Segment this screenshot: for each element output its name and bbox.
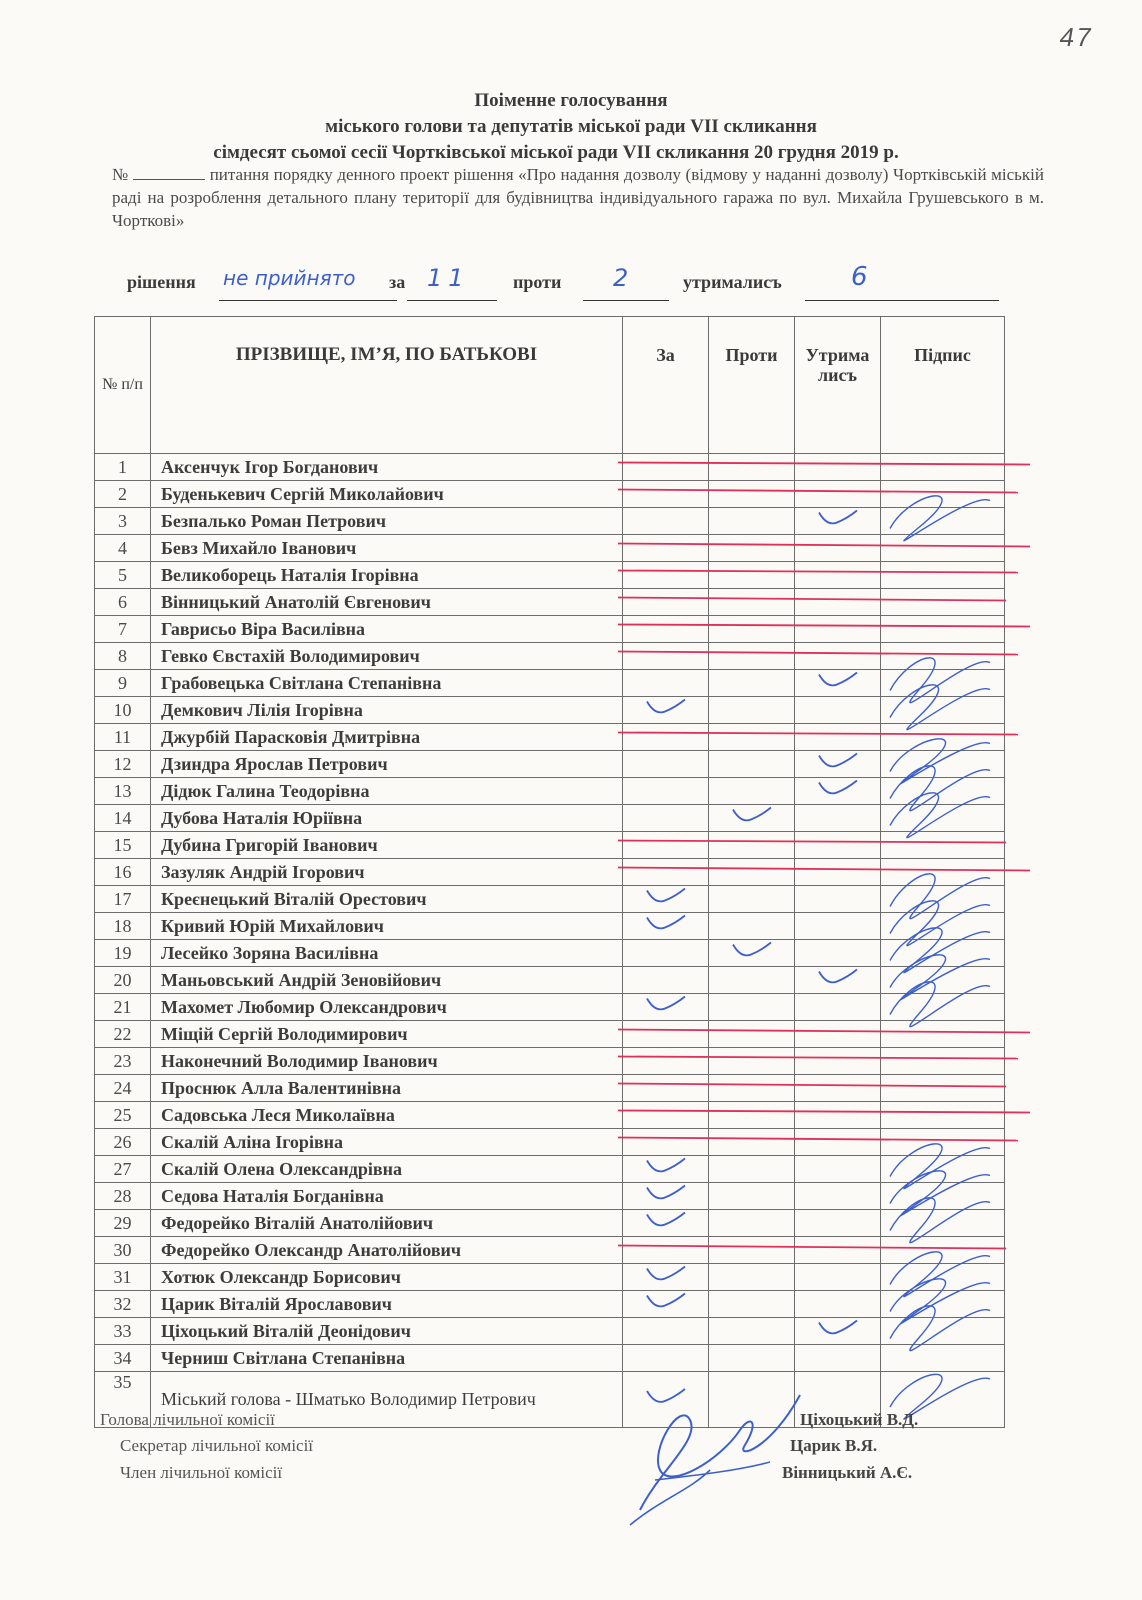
vote-against-cell [709, 724, 795, 751]
deputy-name: Дубова Наталія Юріївна [151, 805, 623, 832]
row-number: 20 [95, 967, 151, 994]
table-row [95, 1237, 1005, 1264]
deputy-name: Седова Наталія Богданівна [151, 1183, 623, 1210]
deputy-name: Дзиндра Ярослав Петрович [151, 751, 623, 778]
table-row [95, 1075, 1005, 1102]
deputy-name: Великоборець Наталія Ігорівна [151, 562, 623, 589]
row-number: 26 [95, 1129, 151, 1156]
table-row [95, 913, 1005, 940]
row-number: 13 [95, 778, 151, 805]
commission-chair-name: Ціхоцький В.Д. [800, 1410, 919, 1429]
vote-for-cell [623, 454, 709, 481]
vote-abstained-cell [795, 454, 881, 481]
signature-cell [881, 508, 1005, 535]
vote-against-cell [709, 1318, 795, 1345]
vote-against-cell [709, 913, 795, 940]
deputy-name: Скалій Олена Олександрівна [151, 1156, 623, 1183]
vote-for-cell [623, 1183, 709, 1210]
deputy-name: Маньовський Андрій Зеновійович [151, 967, 623, 994]
table-row [95, 940, 1005, 967]
signature-cell [881, 481, 1005, 508]
vote-abstained-cell [795, 859, 881, 886]
vote-for-cell [623, 508, 709, 535]
deputy-name: Лесейко Зоряна Василівна [151, 940, 623, 967]
commission-member-label: Член лічильної комісії [120, 1463, 283, 1482]
vote-against-cell [709, 535, 795, 562]
vote-for-cell [623, 1345, 709, 1372]
vote-abstained-cell [795, 1075, 881, 1102]
vote-against-cell [709, 589, 795, 616]
vote-against-cell [709, 1345, 795, 1372]
vote-against-cell [709, 994, 795, 1021]
table-row [95, 670, 1005, 697]
deputy-name: Вінницький Анатолій Євгенович [151, 589, 623, 616]
vote-for-cell [623, 1156, 709, 1183]
signature-cell [881, 1129, 1005, 1156]
row-number: 19 [95, 940, 151, 967]
signature-cell [881, 994, 1005, 1021]
deputy-name: Федорейко Олександр Анатолійович [151, 1237, 623, 1264]
abstained-count: 6 [851, 262, 868, 292]
vote-for-cell [623, 751, 709, 778]
commission-secretary-name: Царик В.Я. [790, 1436, 878, 1455]
table-row [95, 1048, 1005, 1075]
vote-against-cell [709, 859, 795, 886]
deputy-name: Садовська Леся Миколаївна [151, 1102, 623, 1129]
row-number: 12 [95, 751, 151, 778]
row-number: 16 [95, 859, 151, 886]
deputy-name: Хотюк Олександр Борисович [151, 1264, 623, 1291]
table-row [95, 697, 1005, 724]
vote-for-cell [623, 643, 709, 670]
table-row [95, 805, 1005, 832]
row-number: 1 [95, 454, 151, 481]
vote-for-cell [623, 886, 709, 913]
row-number: 33 [95, 1318, 151, 1345]
vote-for-cell [623, 1048, 709, 1075]
vote-abstained-cell [795, 616, 881, 643]
vote-against-cell [709, 697, 795, 724]
deputy-name: Царик Віталій Ярославович [151, 1291, 623, 1318]
signature-cell [881, 1075, 1005, 1102]
vote-against-cell [709, 886, 795, 913]
vote-for-cell [623, 994, 709, 1021]
vote-against-cell [709, 481, 795, 508]
vote-against-cell [709, 616, 795, 643]
header-against: Проти [709, 317, 795, 454]
deputy-name: Кривий Юрій Михайлович [151, 913, 623, 940]
table-row [95, 481, 1005, 508]
row-number: 10 [95, 697, 151, 724]
vote-against-cell [709, 832, 795, 859]
signature-cell [881, 535, 1005, 562]
agenda-subject: питання порядку денного проект рішення «Про надання дозволу (відмову у наданні дозволу) Чортківській міській раді на розроблення детального плану території для будівництва індивідуального гаража по вул. Михайла Грушевського в м. Чорткові» [112, 165, 1045, 230]
signature-cell [881, 670, 1005, 697]
signature-cell [881, 643, 1005, 670]
signature-cell [881, 697, 1005, 724]
vote-abstained-cell [795, 1048, 881, 1075]
header-abstained: Утрималисъ [795, 317, 881, 454]
vote-abstained-cell [795, 1318, 881, 1345]
deputy-name: Гевко Євстахій Володимирович [151, 643, 623, 670]
vote-for-cell [623, 535, 709, 562]
deputy-name: Дідюк Галина Теодорівна [151, 778, 623, 805]
vote-abstained-cell [795, 994, 881, 1021]
vote-for-cell [623, 913, 709, 940]
deputy-name: Міський голова - Шматько Володимир Петрович [151, 1372, 623, 1428]
header-name: ПРІЗВИЩЕ, ІМ’Я, ПО БАТЬКОВІ [151, 317, 623, 454]
vote-for-cell [623, 1102, 709, 1129]
vote-abstained-cell [795, 1102, 881, 1129]
for-label: за [389, 272, 406, 292]
deputy-name: Міщій Сергій Володимирович [151, 1021, 623, 1048]
vote-against-cell [709, 1237, 795, 1264]
row-number: 18 [95, 913, 151, 940]
row-number: 29 [95, 1210, 151, 1237]
table-row [95, 1129, 1005, 1156]
table-row [95, 454, 1005, 481]
vote-abstained-cell [795, 724, 881, 751]
row-number: 28 [95, 1183, 151, 1210]
deputy-name: Дубина Григорій Іванович [151, 832, 623, 859]
deputy-name: Махомет Любомир Олександрович [151, 994, 623, 1021]
signature-cell [881, 1291, 1005, 1318]
table-row [95, 562, 1005, 589]
row-number: 17 [95, 886, 151, 913]
vote-against-cell [709, 643, 795, 670]
deputy-name: Черниш Світлана Степанівна [151, 1345, 623, 1372]
commission-secretary-label: Секретар лічильної комісії [120, 1436, 314, 1455]
vote-against-cell [709, 1129, 795, 1156]
table-row [95, 724, 1005, 751]
vote-against-cell [709, 940, 795, 967]
table-row [95, 994, 1005, 1021]
signature-cell [881, 805, 1005, 832]
against-count: 2 [613, 264, 629, 292]
vote-abstained-cell [795, 670, 881, 697]
vote-abstained-cell [795, 778, 881, 805]
row-number: 11 [95, 724, 151, 751]
signature-cell [881, 832, 1005, 859]
session-line: сімдесят сьомої сесії Чортківської міської ради VII скликання 20 грудня 2019 р. [213, 142, 899, 163]
vote-abstained-cell [795, 913, 881, 940]
against-label: проти [513, 272, 562, 292]
vote-abstained-cell [795, 805, 881, 832]
table-row [95, 1183, 1005, 1210]
document-subtitle: міського голови та депутатів міської ради VII скликання [325, 116, 817, 137]
signature-cell [881, 913, 1005, 940]
row-number: 5 [95, 562, 151, 589]
vote-against-cell [709, 670, 795, 697]
page-number: 47 [1057, 22, 1096, 52]
deputy-name: Ціхоцький Віталій Деонідович [151, 1318, 623, 1345]
vote-against-cell [709, 1183, 795, 1210]
row-number: 22 [95, 1021, 151, 1048]
vote-against-cell [709, 1210, 795, 1237]
vote-for-cell [623, 1264, 709, 1291]
vote-abstained-cell [795, 589, 881, 616]
signature-cell [881, 751, 1005, 778]
vote-for-cell [623, 1372, 709, 1428]
signature-cell [881, 589, 1005, 616]
deputy-name: Наконечний Володимир Іванович [151, 1048, 623, 1075]
signature-cell [881, 1318, 1005, 1345]
table-row [95, 832, 1005, 859]
table-row [95, 1345, 1005, 1372]
vote-abstained-cell [795, 508, 881, 535]
signature-cell [881, 616, 1005, 643]
vote-abstained-cell [795, 697, 881, 724]
table-row [95, 643, 1005, 670]
vote-against-cell [709, 1156, 795, 1183]
vote-against-cell [709, 1372, 795, 1428]
vote-for-cell [623, 697, 709, 724]
deputy-name: Креєнецький Віталій Орестович [151, 886, 623, 913]
table-row [95, 508, 1005, 535]
deputy-name: Грабовецька Світлана Степанівна [151, 670, 623, 697]
signature-cell [881, 1210, 1005, 1237]
vote-for-cell [623, 562, 709, 589]
vote-for-cell [623, 832, 709, 859]
table-row [95, 778, 1005, 805]
commission-chair-label: Голова лічильної комісії [100, 1410, 275, 1429]
table-row [95, 967, 1005, 994]
table-row [95, 1318, 1005, 1345]
signature-cell [881, 778, 1005, 805]
table-row [95, 859, 1005, 886]
deputy-name: Скалій Аліна Ігорівна [151, 1129, 623, 1156]
signature-cell [881, 859, 1005, 886]
signature-cell [881, 1264, 1005, 1291]
abstained-count-blank [805, 280, 999, 301]
table-row [95, 616, 1005, 643]
vote-against-cell [709, 1264, 795, 1291]
vote-against-cell [709, 778, 795, 805]
deputy-name: Зазуляк Андрій Ігорович [151, 859, 623, 886]
number-label: № [112, 165, 129, 184]
vote-for-cell [623, 1129, 709, 1156]
table-row [95, 1291, 1005, 1318]
vote-abstained-cell [795, 1183, 881, 1210]
row-number: 6 [95, 589, 151, 616]
vote-abstained-cell [795, 1264, 881, 1291]
abstained-label: утрималисъ [683, 272, 782, 292]
vote-abstained-cell [795, 940, 881, 967]
vote-against-cell [709, 454, 795, 481]
document-title: Поіменне голосування [474, 90, 668, 111]
signature-cell [881, 886, 1005, 913]
vote-abstained-cell [795, 832, 881, 859]
vote-abstained-cell [795, 967, 881, 994]
vote-for-cell [623, 724, 709, 751]
row-number: 9 [95, 670, 151, 697]
row-number: 25 [95, 1102, 151, 1129]
table-row [95, 1210, 1005, 1237]
row-number: 14 [95, 805, 151, 832]
decision-label: рішення [127, 272, 196, 292]
agenda-item [112, 163, 1044, 232]
vote-for-cell [623, 670, 709, 697]
table-row [95, 535, 1005, 562]
vote-abstained-cell [795, 1345, 881, 1372]
row-number: 15 [95, 832, 151, 859]
signature-cell [881, 1048, 1005, 1075]
deputy-name: Джурбій Парасковія Дмитрівна [151, 724, 623, 751]
vote-against-cell [709, 1075, 795, 1102]
row-number: 24 [95, 1075, 151, 1102]
vote-against-cell [709, 1021, 795, 1048]
header-signature: Підпис [881, 317, 1005, 454]
signature-cell [881, 454, 1005, 481]
signature-cell [881, 940, 1005, 967]
row-number: 23 [95, 1048, 151, 1075]
commission-member-name: Вінницький А.Є. [782, 1463, 913, 1482]
signature-cell [881, 967, 1005, 994]
vote-against-cell [709, 967, 795, 994]
deputy-name: Бевз Михайло Іванович [151, 535, 623, 562]
table-row [95, 1156, 1005, 1183]
vote-for-cell [623, 778, 709, 805]
vote-abstained-cell [795, 751, 881, 778]
vote-abstained-cell [795, 1129, 881, 1156]
signature-cell [881, 1183, 1005, 1210]
table-header-row [95, 317, 1005, 454]
vote-for-cell [623, 967, 709, 994]
vote-for-cell [623, 481, 709, 508]
vote-against-cell [709, 1291, 795, 1318]
vote-for-cell [623, 805, 709, 832]
deputy-name: Проснюк Алла Валентинівна [151, 1075, 623, 1102]
deputy-name: Аксенчук Ігор Богданович [151, 454, 623, 481]
vote-for-cell [623, 940, 709, 967]
row-number: 30 [95, 1237, 151, 1264]
commission-signature-stroke [630, 1462, 770, 1525]
vote-against-cell [709, 805, 795, 832]
header-for: За [623, 317, 709, 454]
vote-for-cell [623, 1318, 709, 1345]
table-row [95, 589, 1005, 616]
vote-against-cell [709, 562, 795, 589]
vote-abstained-cell [795, 1156, 881, 1183]
row-number: 3 [95, 508, 151, 535]
signature-cell [881, 1345, 1005, 1372]
row-number: 35 [95, 1372, 151, 1428]
signature-cell [881, 1102, 1005, 1129]
signature-cell [881, 1021, 1005, 1048]
vote-for-cell [623, 1291, 709, 1318]
vote-against-cell [709, 508, 795, 535]
vote-abstained-cell [795, 1291, 881, 1318]
deputy-name: Буденькевич Сергій Миколайович [151, 481, 623, 508]
vote-abstained-cell [795, 535, 881, 562]
vote-against-cell [709, 1102, 795, 1129]
table-row [95, 1021, 1005, 1048]
signature-cell [881, 724, 1005, 751]
vote-abstained-cell [795, 643, 881, 670]
row-number: 4 [95, 535, 151, 562]
signature-cell [881, 562, 1005, 589]
deputy-name: Безпалько Роман Петрович [151, 508, 623, 535]
deputy-name: Федорейко Віталій Анатолійович [151, 1210, 623, 1237]
row-number: 31 [95, 1264, 151, 1291]
row-number: 32 [95, 1291, 151, 1318]
row-number: 7 [95, 616, 151, 643]
table-row [95, 886, 1005, 913]
row-number: 8 [95, 643, 151, 670]
table-row [95, 1264, 1005, 1291]
vote-abstained-cell [795, 1021, 881, 1048]
signature-cell [881, 1156, 1005, 1183]
decision-line [127, 262, 1007, 302]
table-row [95, 1102, 1005, 1129]
vote-abstained-cell [795, 1210, 881, 1237]
decision-result: не прийнято [223, 266, 356, 290]
header-num: № п/п [95, 317, 151, 454]
vote-abstained-cell [795, 481, 881, 508]
number-blank [133, 165, 205, 180]
vote-against-cell [709, 751, 795, 778]
vote-for-cell [623, 1075, 709, 1102]
vote-for-cell [623, 1210, 709, 1237]
vote-abstained-cell [795, 562, 881, 589]
vote-for-cell [623, 589, 709, 616]
vote-for-cell [623, 859, 709, 886]
deputy-name: Гаврисьо Віра Василівна [151, 616, 623, 643]
vote-abstained-cell [795, 886, 881, 913]
deputy-name: Демкович Лілія Ігорівна [151, 697, 623, 724]
row-number: 21 [95, 994, 151, 1021]
vote-against-cell [709, 1048, 795, 1075]
roll-call-table [94, 316, 1005, 1428]
row-number: 27 [95, 1156, 151, 1183]
for-count: 11 [427, 264, 470, 292]
vote-abstained-cell [795, 1237, 881, 1264]
row-number: 2 [95, 481, 151, 508]
vote-for-cell [623, 616, 709, 643]
table-row [95, 751, 1005, 778]
row-number: 34 [95, 1345, 151, 1372]
vote-for-cell [623, 1021, 709, 1048]
vote-for-cell [623, 1237, 709, 1264]
signature-cell [881, 1237, 1005, 1264]
